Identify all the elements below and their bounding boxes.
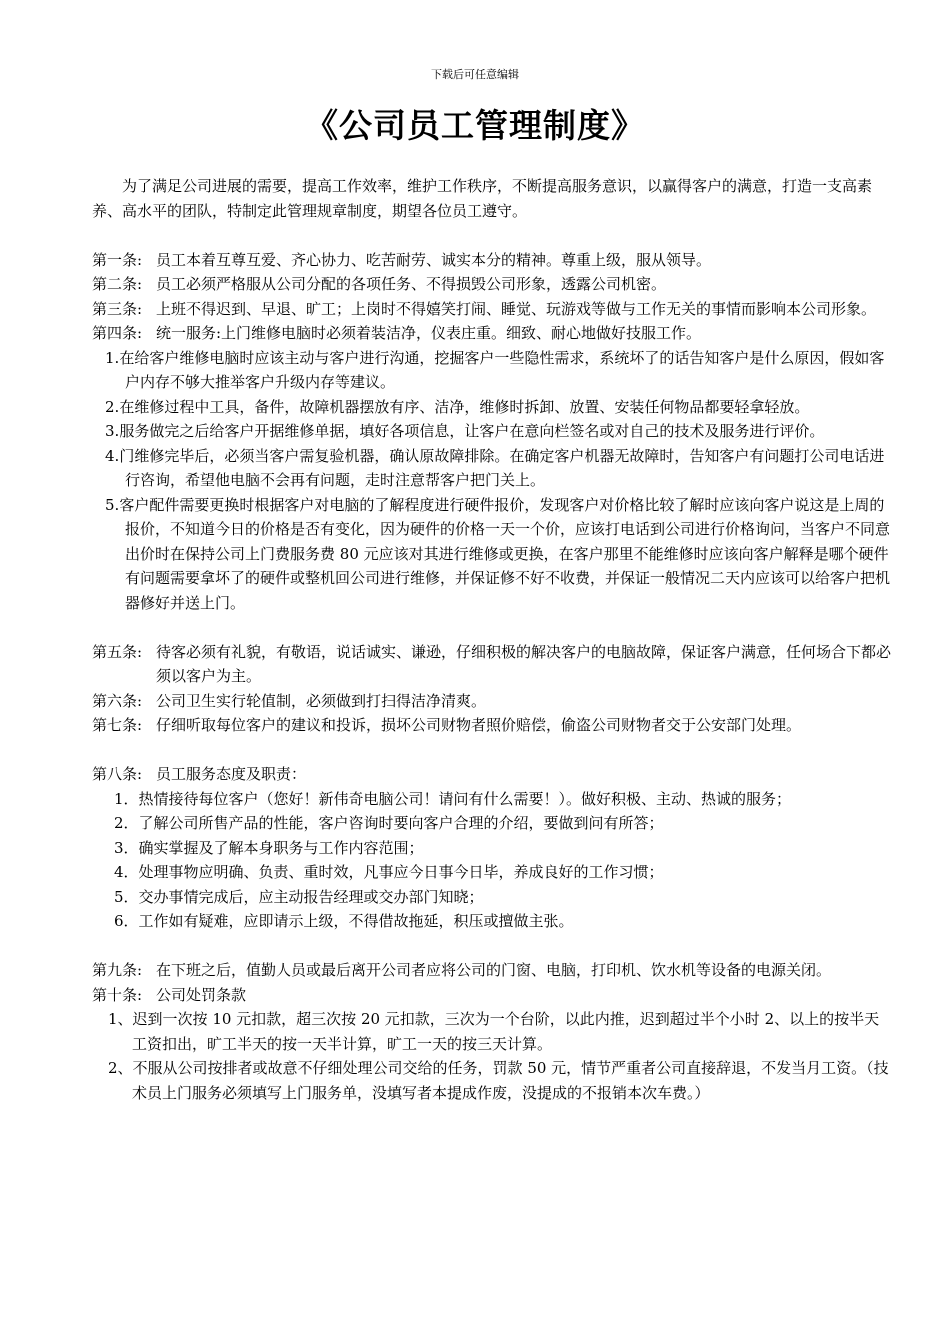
list-item <box>92 811 892 836</box>
item-text: 客户配件需要更换时根据客户对电脑的了解程度进行硬件报价，发现客户对价格比较了解时应该向客户说这是上周的报价，不知道今日的价格是否有变化，因为硬件的价格一天一个价，应该打电话到公司进行价格询问，当客户不同意出价时在保持公司上门费服务费 80 元应该对其进行维修或更换，在客户那里不能维修时应该向客户解释是哪个硬件有问题需要拿坏了的硬件或整机回公司进行维修，并保证修不好不收费，并保证一般情况二天内应该可以给客户把机器修好并送上门。 <box>119 495 891 612</box>
article-label: 第五条: <box>92 642 143 661</box>
article-5 <box>92 640 892 689</box>
article-text: 统一服务:上门维修电脑时必须着装洁净，仪表庄重。细致、耐心地做好技服工作。 <box>156 324 702 342</box>
item-number: 4． <box>114 863 139 881</box>
article-1 <box>92 248 892 273</box>
article-label: 第七条: <box>92 716 143 734</box>
list-item <box>92 787 892 812</box>
article-2 <box>92 272 892 297</box>
list-item <box>92 493 892 616</box>
article-10 <box>92 983 892 1008</box>
article-7 <box>92 713 892 738</box>
item-number: 2、 <box>108 1059 133 1077</box>
item-text: 工作如有疑难，应即请示上级，不得借故拖延，积压或擅做主张。 <box>138 912 574 930</box>
article-label: 第一条: <box>92 250 143 269</box>
item-number: 3． <box>114 838 139 857</box>
list-item <box>92 1007 892 1056</box>
item-number: 5． <box>114 887 139 906</box>
article-text: 公司卫生实行轮值制，必须做到打扫得洁净清爽。 <box>156 691 487 710</box>
document-title: 《公司员工管理制度》 <box>305 106 645 145</box>
article-label: 第九条: <box>92 961 143 979</box>
list-item <box>92 1056 892 1105</box>
item-number: 4. <box>105 446 120 465</box>
list-item <box>92 860 892 885</box>
list-item <box>92 909 892 934</box>
item-text: 服务做完之后给客户开据维修单据，填好各项信息，让客户在意向栏签名或对自己的技术及服务进行评价。 <box>119 422 825 440</box>
article-3 <box>92 297 892 322</box>
article-label: 第八条: <box>92 765 143 783</box>
article-text: 员工服务态度及职责： <box>156 765 307 783</box>
article-label: 第二条: <box>92 275 143 293</box>
item-text: 在维修过程中工具，备件，故障机器摆放有序、洁净，维修时拆卸、放置、安装任何物品都要轻拿轻放。 <box>119 397 810 416</box>
item-number: 3. <box>105 422 120 440</box>
item-text: 了解公司所售产品的性能，客户咨询时要向客户合理的介绍，要做到问有所答； <box>138 814 664 832</box>
item-number: 1. <box>105 348 120 367</box>
item-text: 热情接待每位客户（您好！新伟奇电脑公司！请问有什么需要！）。做好积极、主动、热诚的服务； <box>138 789 792 808</box>
item-text: 不服从公司按排者或故意不仔细处理公司交给的任务，罚款 50 元，情节严重者公司直接辞退，不发当月工资。（技术员上门服务必须填写上门服务单，没填写者本提成作废，没提成的不报销本次车费。） <box>132 1059 889 1102</box>
list-item <box>92 395 892 420</box>
item-text: 在给客户维修电脑时应该主动与客户进行沟通，挖掘客户一些隐性需求，系统坏了的话告知客户是什么原因，假如客户内存不够大推举客户升级内存等建议。 <box>119 348 885 391</box>
item-text: 交办事情完成后，应主动报告经理或交办部门知晓； <box>138 887 484 906</box>
article-text: 员工必须严格服从公司分配的各项任务、不得损毁公司形象，透露公司机密。 <box>156 275 667 293</box>
article-text: 在下班之后，值勤人员或最后离开公司者应将公司的门窗、电脑，打印机、饮水机等设备的电源关闭。 <box>156 961 832 979</box>
item-text: 处理事物应明确、负责、重时效，凡事应今日事今日毕，养成良好的工作习惯； <box>138 863 664 881</box>
article-label: 第三条: <box>92 299 143 318</box>
intro-paragraph: 为了满足公司进展的需要，提高工作效率，维护工作秩序，不断提高服务意识，以赢得客户的满意，打造一支高素养、高水平的团队，特制定此管理规章制度，期望各位员工遵守。 <box>92 177 873 220</box>
article-text: 员工本着互尊互爱、齐心协力、吃苦耐劳、诚实本分的精神。尊重上级，服从领导。 <box>156 250 712 269</box>
item-number: 6． <box>114 912 139 930</box>
article-text: 待客必须有礼貌，有敬语，说话诚实、谦逊，仔细积极的解决客户的电脑故障，保证客户满意，任何场合下都必须以客户为主。 <box>156 642 892 685</box>
article-text: 上班不得迟到、早退、旷工；上岗时不得嬉笑打闹、睡觉、玩游戏等做与工作无关的事情而影响本公司形象。 <box>156 299 877 318</box>
list-item <box>92 419 892 444</box>
article-8 <box>92 762 892 787</box>
item-number: 2. <box>105 397 120 416</box>
item-number: 1、 <box>108 1010 133 1028</box>
article-6 <box>92 689 892 714</box>
item-number: 2． <box>114 814 139 832</box>
article-4 <box>92 321 892 346</box>
article-9 <box>92 958 892 983</box>
item-text: 确实掌握及了解本身职务与工作内容范围； <box>138 838 424 857</box>
list-item <box>92 444 892 493</box>
article-label: 第十条: <box>92 985 143 1004</box>
item-number: 5. <box>105 495 120 514</box>
item-number: 1． <box>114 789 139 808</box>
article-label: 第四条: <box>92 324 143 342</box>
list-item <box>92 836 892 861</box>
header-note: 下载后可任意编辑 <box>431 68 519 81</box>
article-text: 公司处罚条款 <box>156 985 247 1004</box>
article-label: 第六条: <box>92 691 143 710</box>
item-text: 迟到一次按 10 元扣款，超三次按 20 元扣款，三次为一个台阶，以此内推，迟到超过半个小时 2、以上的按半天工资扣出，旷工半天的按一天半计算，旷工一天的按三天计算。 <box>132 1010 880 1053</box>
item-text: 门维修完毕后，必须当客户需复验机器，确认原故障排除。在确定客户机器无故障时，告知客户有问题打公司电话进行咨询，希望他电脑不会再有问题，走时注意帮客户把门关上。 <box>119 446 885 489</box>
list-item <box>92 346 892 395</box>
article-text: 仔细听取每位客户的建议和投诉，损坏公司财物者照价赔偿，偷盗公司财物者交于公安部门处理。 <box>156 716 802 734</box>
document-body <box>92 174 892 1105</box>
list-item <box>92 885 892 910</box>
